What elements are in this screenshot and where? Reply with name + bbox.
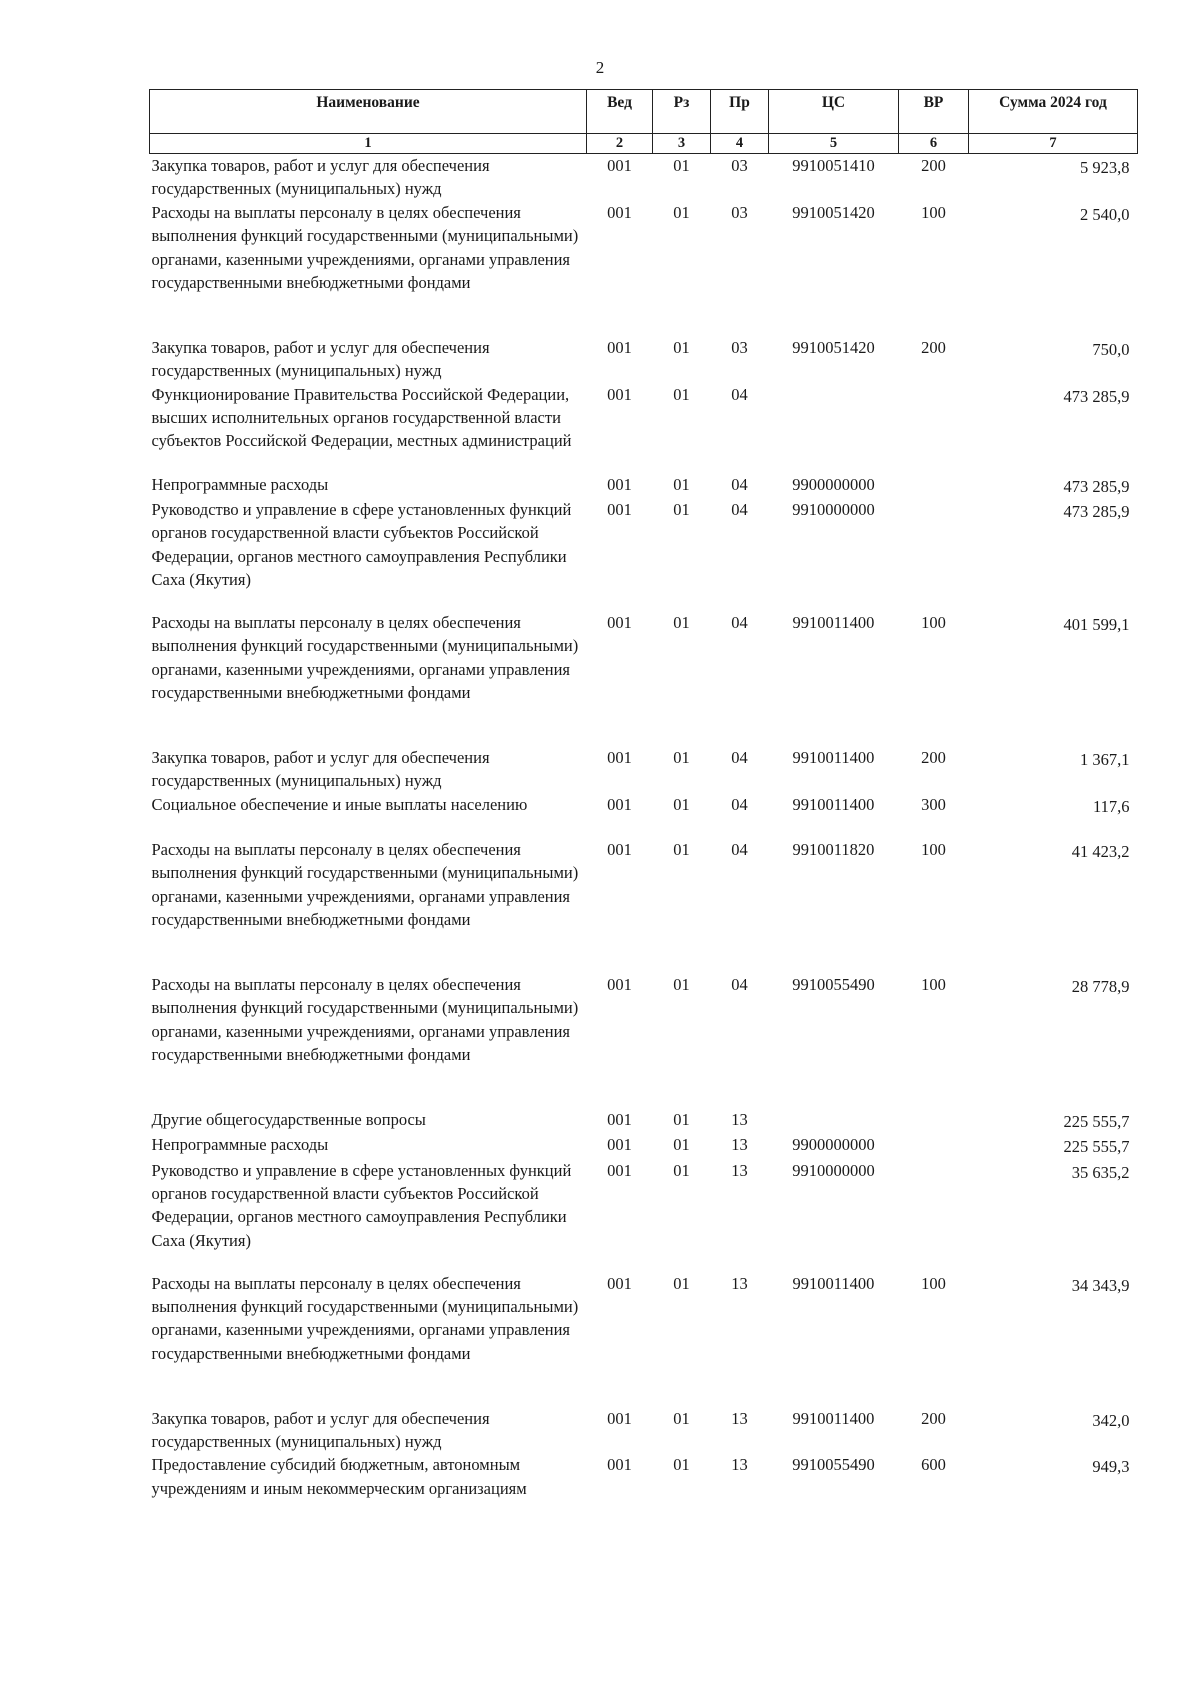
table-row (150, 746, 1138, 793)
row-name: Социальное обеспечение и иные выплаты населению (151, 794, 528, 814)
row-sum: 473 285,9 (1063, 386, 1130, 406)
row-name: Непрограммные расходы (151, 1135, 329, 1155)
header-row (150, 90, 1138, 134)
row-vr: 100 (921, 202, 946, 222)
table-row (150, 201, 1138, 336)
row-sum: 949,3 (1092, 1457, 1130, 1477)
row-pr: 03 (731, 337, 748, 357)
table-row (150, 498, 1138, 611)
row-cs: 9910051420 (792, 202, 875, 222)
row-vr: 200 (921, 156, 946, 175)
row-rz: 01 (673, 474, 690, 494)
row-pr: 04 (731, 613, 748, 633)
row-rz: 01 (673, 1273, 690, 1293)
row-ved: 001 (607, 1408, 632, 1428)
row-name: Руководство и управление в сфере установленных функций органов государственной власти субъектов Российской Федерации, органов местного самоуправления Республики Саха (Якутия) (151, 500, 572, 590)
row-vr: 200 (921, 1408, 946, 1428)
row-cs (769, 383, 899, 473)
row-sum: 473 285,9 (1063, 476, 1130, 496)
row-vr: 100 (921, 974, 946, 994)
row-rz: 01 (673, 384, 690, 404)
row-name: Функционирование Правительства Российской Федерации, высших исполнительных органов государственной власти субъектов Российской Федерации, местных администраций (151, 384, 572, 451)
row-name: Руководство и управление в сфере установленных функций органов государственной власти субъектов Российской Федерации, органов местного самоуправления Республики Саха (Якутия) (151, 1160, 572, 1250)
row-ved: 001 (607, 500, 632, 520)
row-vr (899, 1159, 969, 1272)
row-name: Закупка товаров, работ и услуг для обеспечения государственных (муниципальных) нужд (151, 1408, 490, 1452)
column-number: 5 (769, 134, 899, 154)
row-pr: 03 (731, 156, 748, 175)
row-rz: 01 (673, 500, 690, 520)
column-number: 2 (587, 134, 653, 154)
row-cs: 9910000000 (792, 500, 875, 520)
table-row (150, 611, 1138, 746)
row-sum: 41 423,2 (1071, 841, 1130, 861)
header-cs: ЦС (769, 90, 899, 134)
table-row (150, 383, 1138, 473)
row-ved: 001 (607, 748, 632, 768)
row-rz: 01 (673, 974, 690, 994)
column-number: 6 (899, 134, 969, 154)
table-row (150, 473, 1138, 498)
row-vr (899, 498, 969, 611)
row-name: Расходы на выплаты персоналу в целях обеспечения выполнения функций государственными (муниципальными) органами, казенными учреждениями, органами управления государственными внебюджетными фондами (151, 974, 579, 1065)
row-name: Закупка товаров, работ и услуг для обеспечения государственных (муниципальных) нужд (151, 337, 490, 381)
row-rz: 01 (673, 1408, 690, 1428)
table-row (150, 838, 1138, 973)
row-rz: 01 (673, 1160, 690, 1180)
row-rz: 01 (673, 202, 690, 222)
row-pr: 04 (731, 794, 748, 814)
row-ved: 001 (607, 1273, 632, 1293)
row-ved: 001 (607, 794, 632, 814)
column-number: 4 (711, 134, 769, 154)
row-pr: 13 (731, 1408, 748, 1428)
page-number: 2 (595, 58, 605, 77)
row-name: Расходы на выплаты персоналу в целях обеспечения выполнения функций государственными (муниципальными) органами, казенными учреждениями, органами управления государственными внебюджетными фондами (151, 1273, 579, 1363)
row-cs: 9900000000 (792, 1135, 875, 1155)
row-name: Закупка товаров, работ и услуг для обеспечения государственных (муниципальных) нужд (151, 748, 490, 791)
row-ved: 001 (607, 613, 632, 633)
row-name: Закупка товаров, работ и услуг для обеспечения государственных (муниципальных) нужд (151, 156, 490, 199)
column-number: 3 (653, 134, 711, 154)
row-pr: 04 (731, 474, 748, 494)
table-row (150, 336, 1138, 383)
table-row (150, 1108, 1138, 1133)
row-sum: 473 285,9 (1063, 502, 1130, 522)
row-pr: 13 (731, 1273, 748, 1293)
row-cs: 9900000000 (792, 474, 875, 494)
row-ved: 001 (607, 384, 632, 404)
row-rz: 01 (673, 337, 690, 357)
table-row (150, 1272, 1138, 1407)
row-rz: 01 (673, 1109, 690, 1129)
row-name: Расходы на выплаты персоналу в целях обеспечения выполнения функций государственными (муниципальными) органами, казенными учреждениями, органами управления государственными внебюджетными фондами (151, 839, 579, 930)
row-name: Непрограммные расходы (151, 474, 329, 494)
table-row (150, 1159, 1138, 1272)
row-cs: 9910011400 (792, 748, 875, 768)
row-cs: 9910011820 (792, 839, 875, 859)
table-row (150, 973, 1138, 1108)
table-row (150, 793, 1138, 838)
row-sum: 225 555,7 (1063, 1137, 1130, 1157)
column-number: 1 (150, 134, 587, 154)
row-sum: 28 778,9 (1071, 976, 1130, 996)
row-ved: 001 (607, 1455, 632, 1475)
row-sum: 5 923,8 (1080, 158, 1130, 177)
row-rz: 01 (673, 748, 690, 768)
row-rz: 01 (673, 613, 690, 633)
row-sum: 117,6 (1092, 796, 1130, 816)
row-name: Другие общегосударственные вопросы (151, 1109, 426, 1129)
table-row (150, 1453, 1138, 1503)
row-cs: 9910011400 (792, 1273, 875, 1293)
row-sum: 34 343,9 (1071, 1275, 1130, 1295)
row-cs: 9910051420 (792, 337, 875, 357)
row-sum: 225 555,7 (1063, 1111, 1130, 1131)
column-number-row (150, 134, 1138, 154)
table-row (150, 154, 1138, 201)
row-pr: 03 (731, 202, 748, 222)
row-cs: 9910011400 (792, 1408, 875, 1428)
row-name: Предоставление субсидий бюджетным, автономным учреждениям и иным некоммерческим организациям (151, 1455, 527, 1498)
row-vr: 200 (921, 337, 946, 357)
row-cs: 9910055490 (792, 974, 875, 994)
table-body (150, 154, 1138, 1504)
row-vr: 100 (921, 613, 946, 633)
budget-table (149, 89, 1138, 1503)
row-vr (899, 1108, 969, 1133)
row-pr: 13 (731, 1160, 748, 1180)
row-ved: 001 (607, 839, 632, 859)
row-ved: 001 (607, 1109, 632, 1129)
table-header (150, 90, 1138, 154)
row-sum: 750,0 (1092, 339, 1130, 359)
row-pr: 13 (731, 1109, 748, 1129)
row-sum: 342,0 (1092, 1410, 1130, 1430)
row-rz: 01 (673, 156, 690, 175)
row-pr: 04 (731, 748, 748, 768)
header-ved: Вед (587, 90, 653, 134)
row-pr: 04 (731, 974, 748, 994)
row-vr: 100 (921, 1273, 946, 1293)
table-row (150, 1133, 1138, 1158)
row-cs: 9910055490 (792, 1455, 875, 1475)
row-pr: 13 (731, 1135, 748, 1155)
row-rz: 01 (673, 1135, 690, 1155)
column-number: 7 (969, 134, 1138, 154)
row-cs: 9910051410 (792, 156, 875, 175)
row-vr: 600 (921, 1455, 946, 1475)
row-ved: 001 (607, 974, 632, 994)
header-rz: Рз (653, 90, 711, 134)
row-cs (769, 1108, 899, 1133)
row-vr (899, 383, 969, 473)
row-cs: 9910011400 (792, 794, 875, 814)
row-ved: 001 (607, 202, 632, 222)
row-cs: 9910011400 (792, 613, 875, 633)
header-name: Наименование (150, 90, 587, 134)
header-sum: Сумма 2024 год (969, 90, 1138, 134)
row-vr: 300 (921, 794, 946, 814)
row-pr: 13 (731, 1455, 748, 1475)
row-ved: 001 (607, 156, 632, 175)
row-pr: 04 (731, 500, 748, 520)
row-name: Расходы на выплаты персоналу в целях обеспечения выполнения функций государственными (муниципальными) органами, казенными учреждениями, органами управления государственными внебюджетными фондами (151, 202, 579, 293)
row-vr (899, 473, 969, 498)
row-sum: 35 635,2 (1071, 1162, 1130, 1182)
table-row (150, 1407, 1138, 1454)
row-vr: 200 (921, 748, 946, 768)
row-sum: 2 540,0 (1080, 204, 1130, 224)
row-sum: 401 599,1 (1063, 615, 1130, 635)
row-vr: 100 (921, 839, 946, 859)
row-rz: 01 (673, 1455, 690, 1475)
row-ved: 001 (607, 337, 632, 357)
row-ved: 001 (607, 1160, 632, 1180)
header-vr: ВР (899, 90, 969, 134)
row-rz: 01 (673, 839, 690, 859)
row-rz: 01 (673, 794, 690, 814)
row-pr: 04 (731, 384, 748, 404)
row-ved: 001 (607, 1135, 632, 1155)
row-sum: 1 367,1 (1080, 750, 1130, 770)
row-cs: 9910000000 (792, 1160, 875, 1180)
row-pr: 04 (731, 839, 748, 859)
row-name: Расходы на выплаты персоналу в целях обеспечения выполнения функций государственными (муниципальными) органами, казенными учреждениями, органами управления государственными внебюджетными фондами (151, 613, 579, 703)
row-vr (899, 1133, 969, 1158)
header-pr: Пр (711, 90, 769, 134)
row-ved: 001 (607, 474, 632, 494)
